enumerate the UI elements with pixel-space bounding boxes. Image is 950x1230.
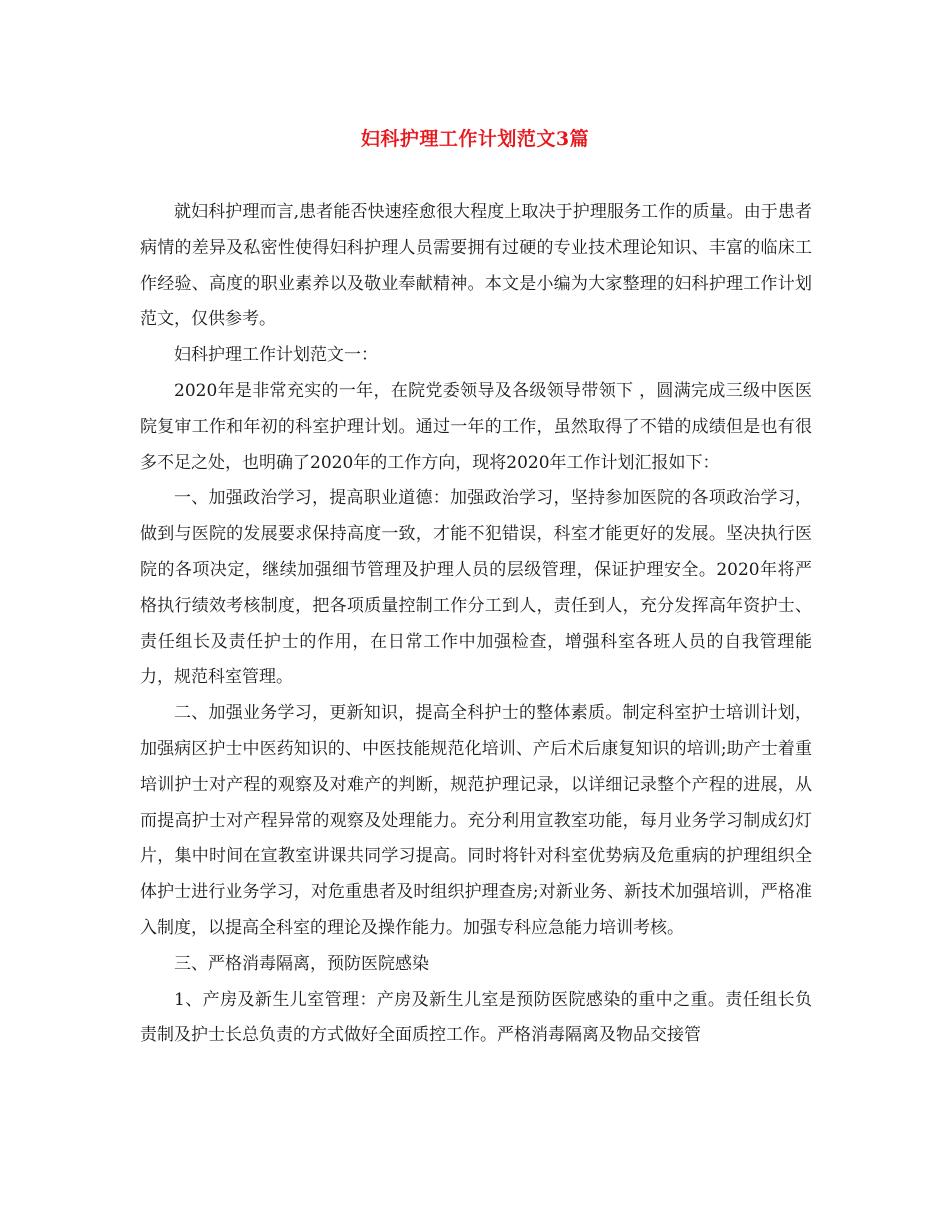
document-title: 妇科护理工作计划范文3篇 [360, 128, 590, 150]
plan-item-infection-heading: 三、严格消毒隔离，预防医院感染 [174, 953, 429, 974]
intro-paragraph: 就妇科护理而言,患者能否快速痊愈很大程度上取决于护理服务工作的质量。由于患者病情的差异及私密性使得妇科护理人员需要拥有过硬的专业技术理论知识、丰富的临床工作经验、高度的职业素养以及敬业奉献精神。本文是小编为大家整理的妇科护理工作计划范文，仅供参考。 [140, 202, 812, 330]
plan-item-training: 二、加强业务学习，更新知识，提高全科护士的整体素质。制定科室护士培训计划，加强病区护士中医药知识的、中医技能规范化培训、产后术后康复知识的培训;助产士着重培训护士对产程的观察及对难产的判断，规范护理记录，以详细记录整个产程的进展，从而提高护士对产程异常的观察及处理能力。充分利用宣教室功能，每月业务学习制成幻灯片，集中时间在宣教室讲课共同学习提高。同时将针对科室优势病及危重病的护理组织全体护士进行业务学习，对危重患者及时组织护理查房;对新业务、新技术加强培训，严格准入制度，以提高全科室的理论及操作能力。加强专科应急能力培训考核。 [140, 703, 812, 938]
document-body [140, 195, 812, 1054]
plan-subitem-delivery-room: 1、产房及新生儿室管理：产房及新生儿室是预防医院感染的重中之重。责任组长负责制及护士长总负责的方式做好全面质控工作。严格消毒隔离及物品交接管 [140, 989, 812, 1046]
summary-paragraph: 2020年是非常充实的一年，在院党委领导及各级领导带领下 ，圆满完成三级中医医院复审工作和年初的科室护理计划。通过一年的工作，虽然取得了不错的成绩但是也有很多不足之处，也明确了2020年的工作方向，现将2020年工作计划汇报如下： [140, 380, 812, 473]
plan-item-politics: 一、加强政治学习，提高职业道德：加强政治学习，坚持参加医院的各项政治学习，做到与医院的发展要求保持高度一致，才能不犯错误，科室才能更好的发展。坚决执行医院的各项决定，继续加强细节管理及护理人员的层级管理，保证护理安全。2020年将严格执行绩效考核制度，把各项质量控制工作分工到人，责任到人，充分发挥高年资护士、责任组长及责任护士的作用，在日常工作中加强检查，增强科室各班人员的自我管理能力，规范科室管理。 [140, 488, 812, 688]
section-heading-sample-one: 妇科护理工作计划范文一： [174, 345, 378, 366]
